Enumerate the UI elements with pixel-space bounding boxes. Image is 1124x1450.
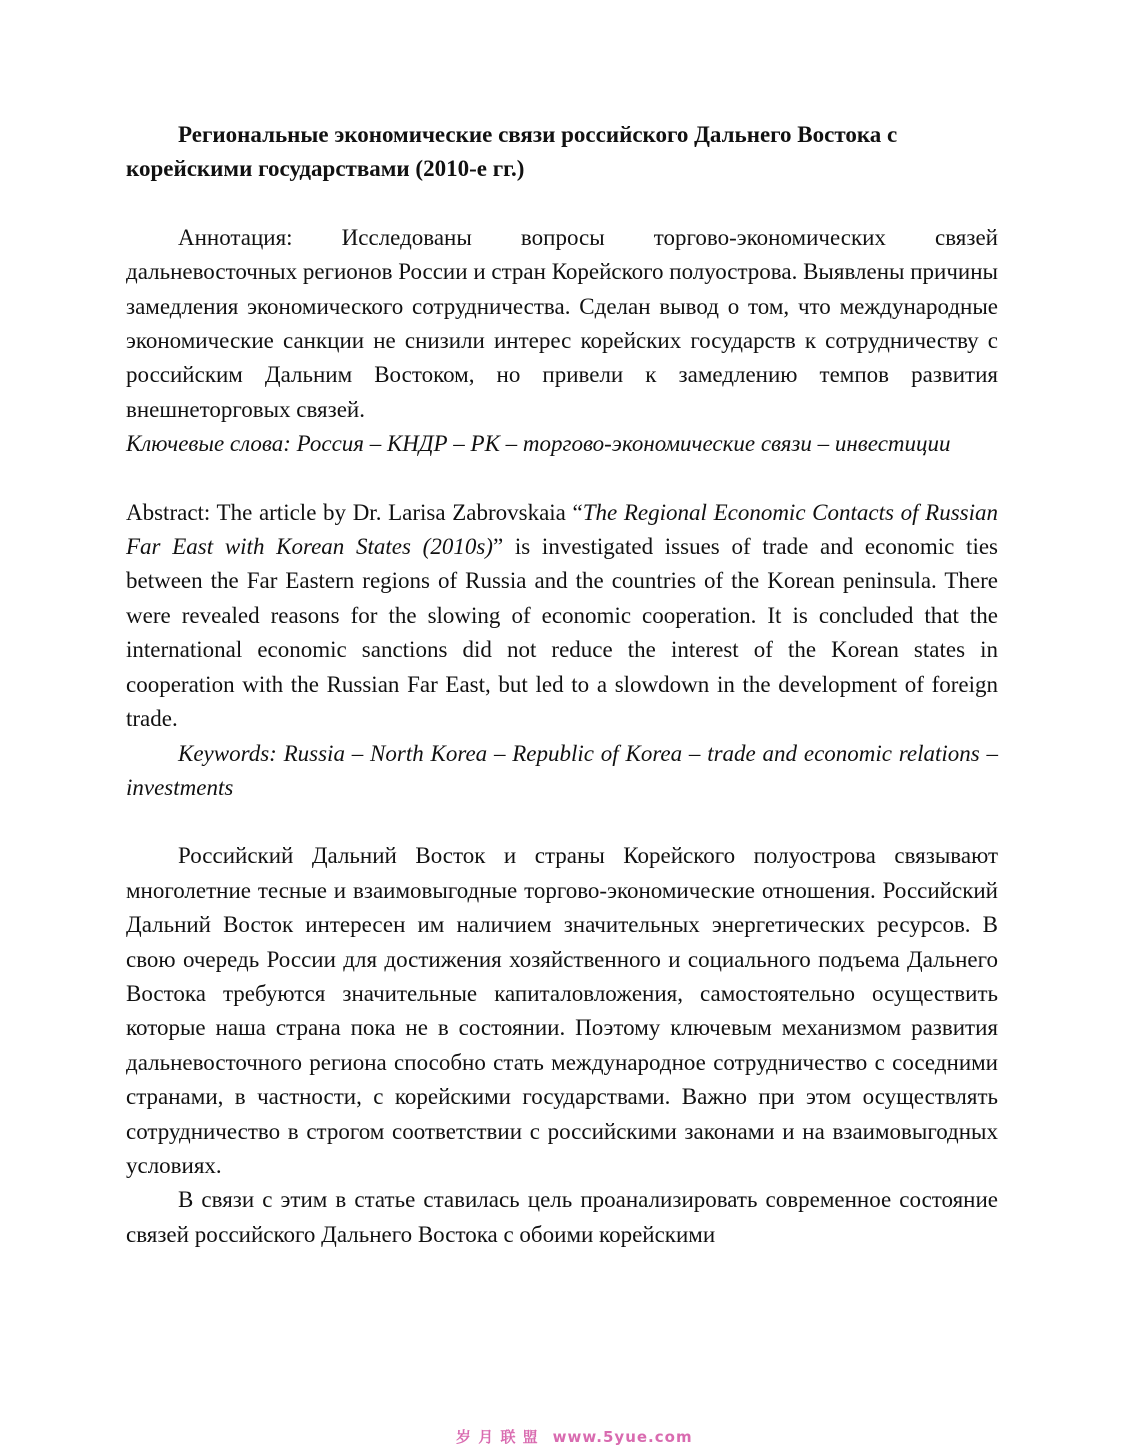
body-paragraph-1: Российский Дальний Восток и страны Корейского полуострова связывают многолетние тесные и взаимовыгодные торгово-экономические отношения. Российский Дальний Восток интересен им наличием значительных энергетических ресурсов. В свою очередь России для достижения хозяйственного и социального подъема Дальнего Востока требуются значительные капиталовложения, самостоятельно осуществить которые наша страна пока не в состоянии. Поэтому ключевым механизмом развития дальневосточного региона способно стать международное сотрудничество с соседними странами, в частности, с корейскими государствами. Важно при этом осуществлять сотрудничество в строгом соответствии с российскими законами и на взаимовыгодных условиях. (126, 843, 998, 1178)
body-paragraph-2: В связи с этим в статье ставилась цель проанализировать современное состояние связей российского Дальнего Востока с обоими корейскими (126, 1187, 998, 1247)
abstract-suffix: ” is investigated issues of trade and economic ties between the Far Eastern regions of Russia and the countries of the Korean peninsula. There were revealed reasons for the slowing of economic cooperation. It is concluded that the international economic sanctions did not reduce the interest of the Korean states in cooperation with the Russian Far East, but led to a slowdown in the development of foreign trade. (126, 534, 998, 732)
keywords-ru: Ключевые слова: Россия – КНДР – РК – торгово-экономические связи – инвестиции (126, 431, 951, 457)
document-page (126, 118, 998, 1252)
abstract-article-title: The Regional Economic Contacts of Russian Far East with Korean States (2010s) (126, 499, 998, 560)
watermark-url: www.5yue.com (552, 1428, 693, 1446)
article-title: Региональные экономические связи российского Дальнего Востока с корейскими государствами (2010-е гг.) (126, 122, 898, 182)
abstract-paragraph (126, 496, 998, 737)
abstract-prefix: Abstract: The article by Dr. Larisa Zabrovskaia “ (126, 499, 583, 525)
site-watermark (456, 1426, 693, 1447)
watermark-cn-text: 岁 月 联 盟 (456, 1428, 539, 1446)
keywords-en: Keywords: Russia – North Korea – Republic of Korea – trade and economic relations – investments (126, 740, 998, 800)
annotation-paragraph: Аннотация: Исследованы вопросы торгово-экономических связей дальневосточных регионов России и стран Корейского полуострова. Выявлены причины замедления экономического сотрудничества. Сделан вывод о том, что международные экономические санкции не снизили интерес корейских государств к сотрудничеству с российским Дальним Востоком, но привели к замедлению темпов развития внешнеторговых связей. (126, 224, 998, 422)
